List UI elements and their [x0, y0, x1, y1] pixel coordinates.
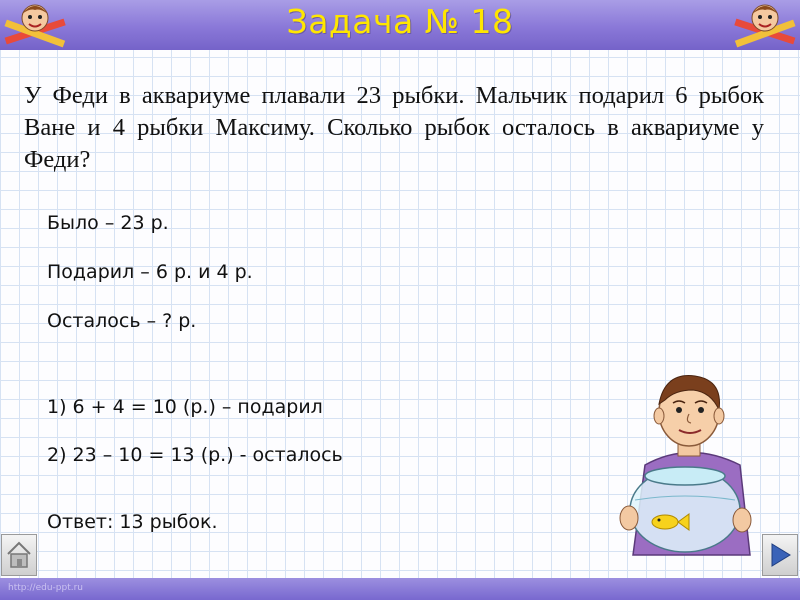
- problem-statement: У Феди в аквариуме плавали 23 рыбки. Мальчик подарил 6 рыбок Ване и 4 рыбки Максиму. Сколько рыбок осталось в аквариуме у Феди?: [24, 82, 764, 173]
- answer-text: Ответ: 13 рыбок.: [47, 511, 218, 533]
- play-next-icon: [766, 540, 794, 570]
- boy-with-fishbowl-illustration: [615, 370, 765, 560]
- given-was: Было – 23 р.: [47, 212, 169, 234]
- footer-bar: [0, 578, 800, 600]
- page-title: Задача № 18: [286, 2, 514, 41]
- home-icon: [5, 540, 33, 570]
- next-slide-button[interactable]: [762, 534, 798, 576]
- home-button[interactable]: [1, 534, 37, 576]
- footer-url: http://edu-ppt.ru: [8, 583, 83, 593]
- given-gave: Подарил – 6 р. и 4 р.: [47, 261, 253, 283]
- solution-step-2: 2) 23 – 10 = 13 (р.) - осталось: [47, 444, 343, 466]
- solution-step-1: 1) 6 + 4 = 10 (р.) – подарил: [47, 396, 323, 418]
- cartoon-pencil-boy-icon: [730, 0, 800, 50]
- title-banner: [0, 0, 800, 50]
- given-left: Осталось – ? р.: [47, 310, 197, 332]
